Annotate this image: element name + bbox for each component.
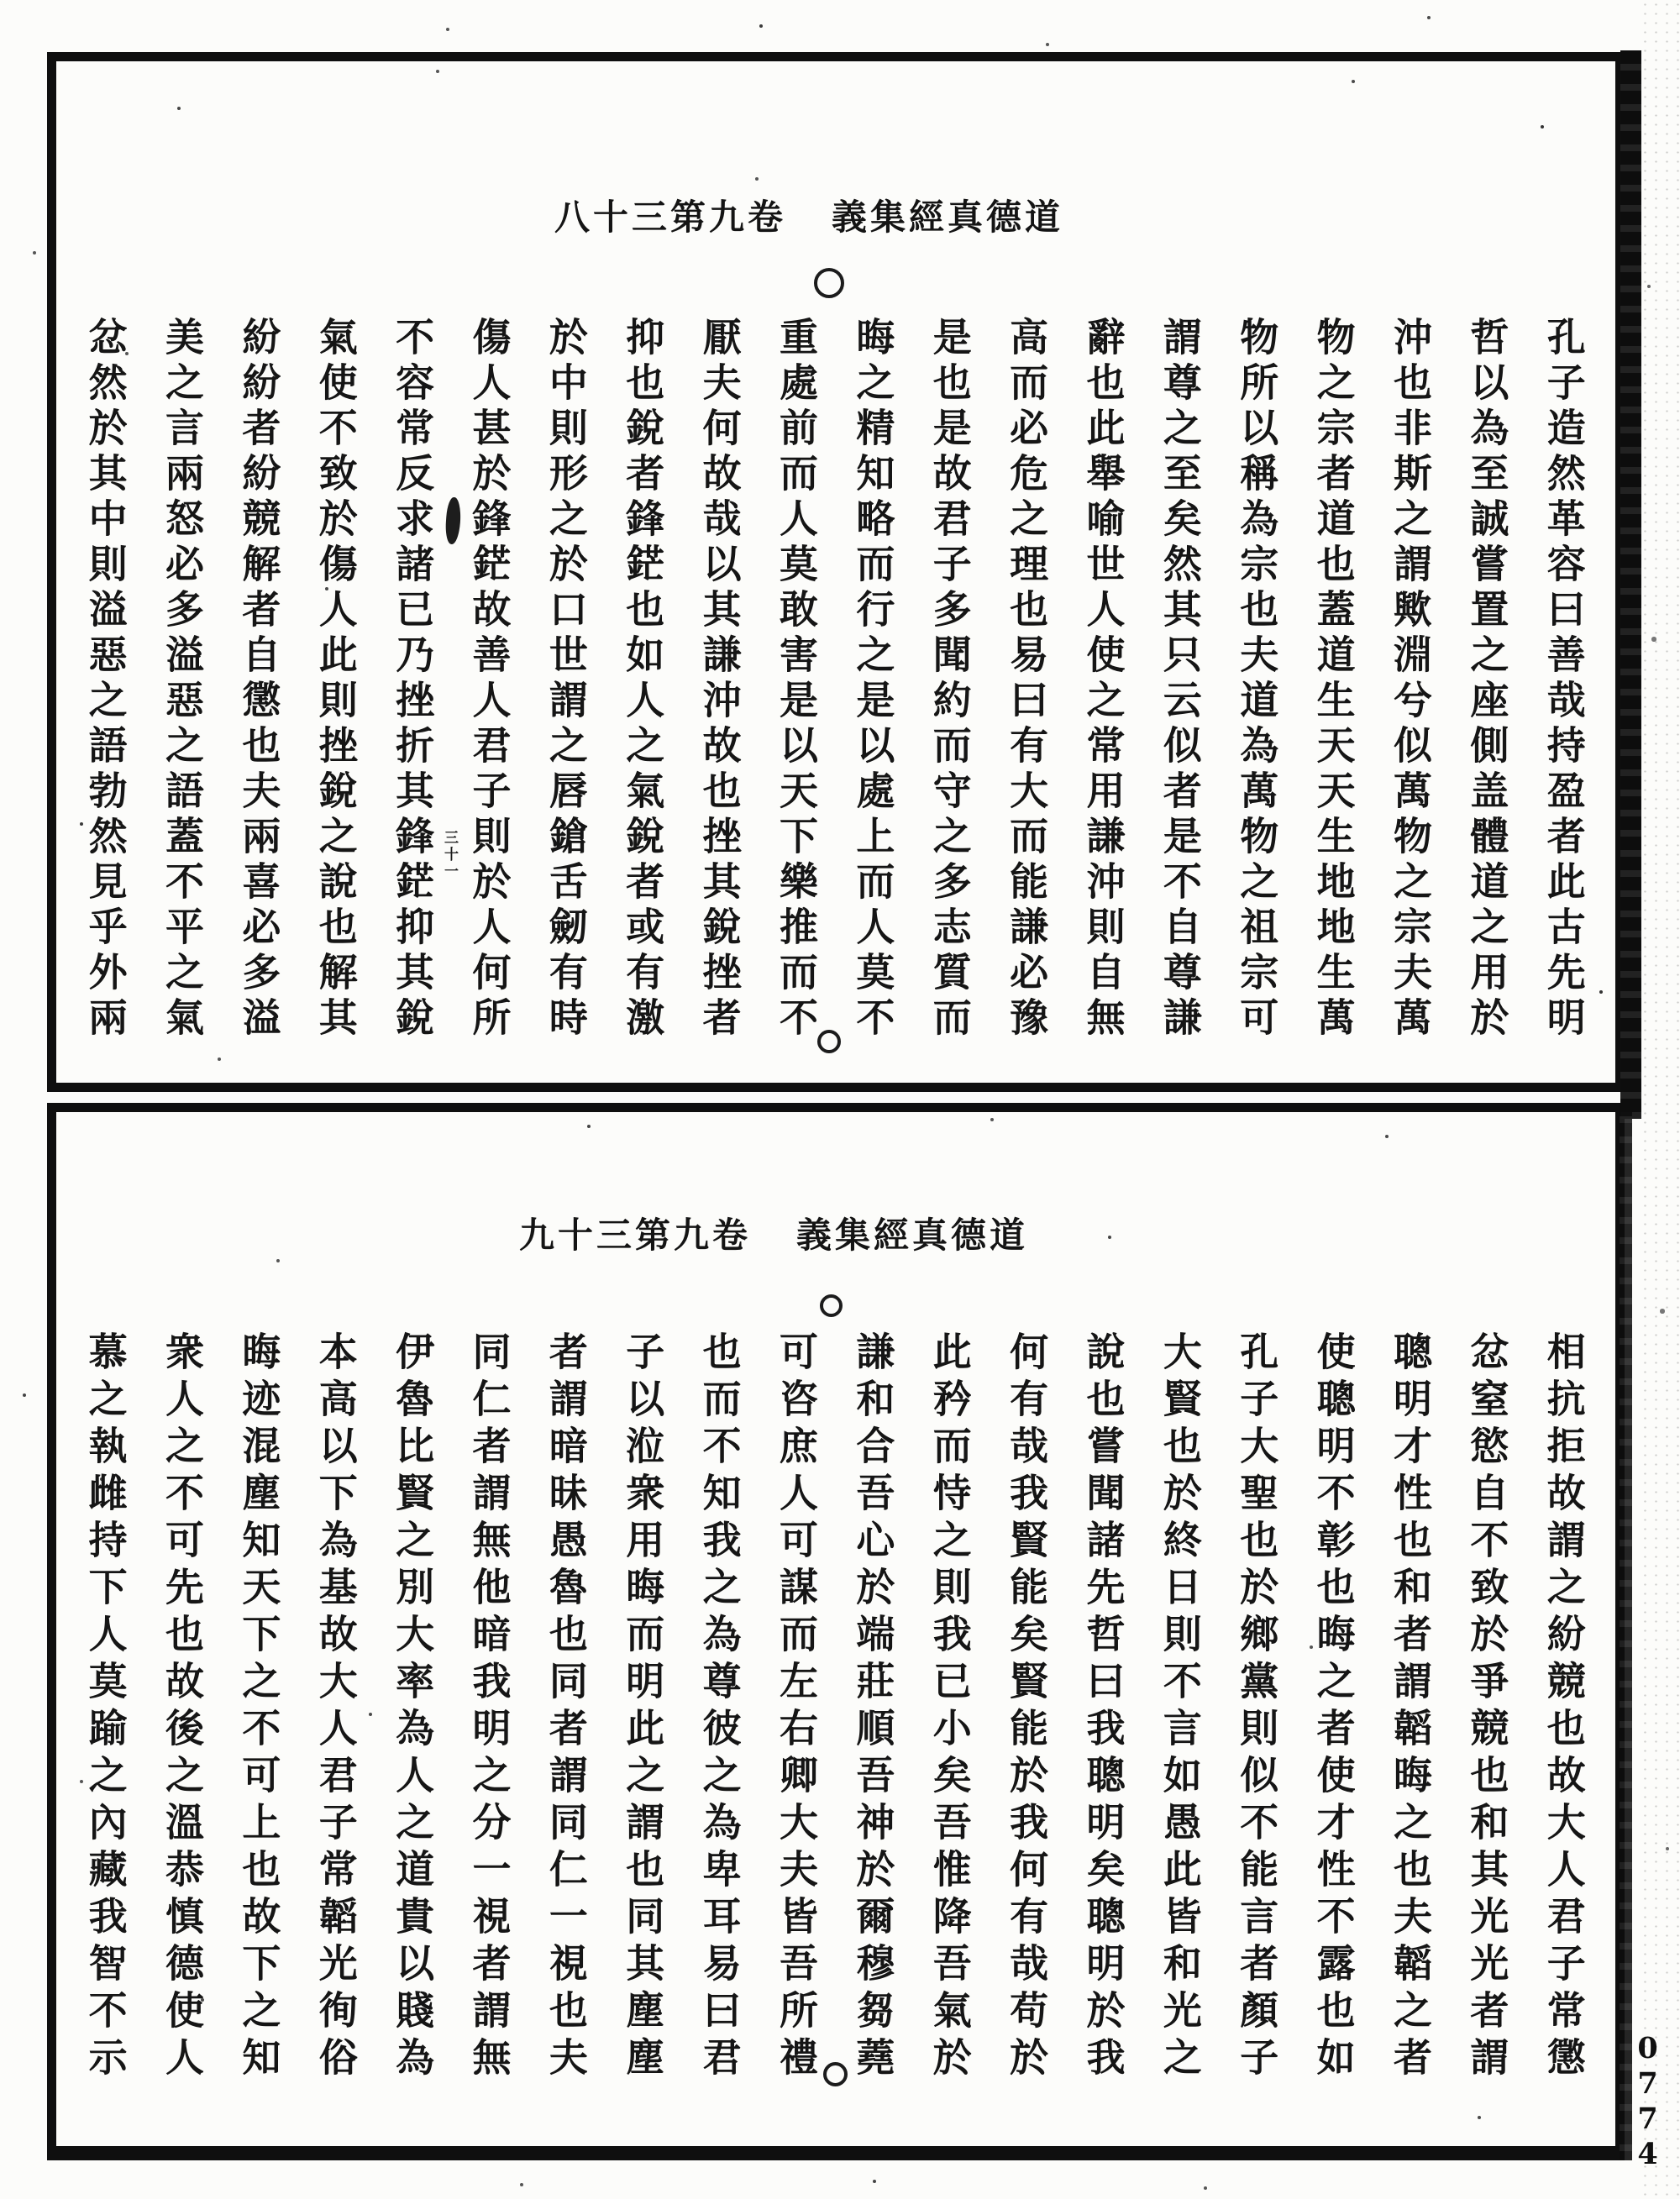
text-column: 相抗拒故謂之紛競也故大人君子常懲 bbox=[1541, 1331, 1587, 2084]
section-divider-circle bbox=[817, 1030, 841, 1053]
section-divider-circle bbox=[823, 2062, 848, 2086]
text-column: 氣使不致於傷人此則挫銳之說也解其 bbox=[312, 317, 359, 1042]
top-header-title-label: 義集經真德道 bbox=[832, 197, 1064, 238]
text-column: 辭也此舉喻世人使之常用謙沖則自無 bbox=[1080, 317, 1126, 1042]
text-column: 慕之執雌持下人莫踰之內藏我智不示 bbox=[82, 1331, 129, 2084]
text-column: 謙和合吾心於端莊順吾神於爾穆芻蕘 bbox=[850, 1331, 896, 2084]
bottom-text-block bbox=[82, 1331, 1587, 2089]
text-column: 孔子造然革容曰善哉持盈者此古先明 bbox=[1541, 317, 1587, 1042]
text-column: 忿然於其中則溢惡之語勃然見乎外兩 bbox=[82, 317, 129, 1042]
text-column: 晦之精知略而行之是以處上而人莫不 bbox=[850, 317, 896, 1042]
top-half-header bbox=[554, 190, 1063, 240]
text-column: 傷人甚於鋒鋩故善人君子則於人何所 bbox=[466, 317, 512, 1042]
text-column: 大賢也於終日則不言如愚此皆和光之 bbox=[1157, 1331, 1203, 2084]
top-frame-right-ink-band bbox=[1620, 50, 1641, 1119]
text-column: 聰明才性也和者謂韜晦之也夫韜之者 bbox=[1388, 1331, 1434, 2084]
text-column: 伊魯比賢之別大率為人之道貴以賤為 bbox=[390, 1331, 436, 2084]
text-column: 可咨庶人可謀而左右卿大夫皆吾所禮 bbox=[774, 1331, 820, 2084]
page-number: 0774 bbox=[1630, 2031, 1665, 2172]
text-column: 說也嘗聞諸先哲曰我聰明矣聰明於我 bbox=[1080, 1331, 1126, 2084]
text-column: 沖也非斯之謂歟淵兮似萬物之宗夫萬 bbox=[1388, 317, 1434, 1042]
text-column: 晦迹混塵知天下之不可上也故下之知 bbox=[236, 1331, 282, 2084]
text-column: 衆人之不可先也故後之溫恭慎德使人 bbox=[160, 1331, 206, 2084]
text-column: 子以涖衆用晦而明此之謂也同其塵塵 bbox=[620, 1331, 666, 2084]
top-header-volume-label: 八十三第九卷 bbox=[554, 197, 787, 238]
text-column: 是也是故君子多聞約而守之多志質而 bbox=[927, 317, 973, 1042]
bottom-header-title-label: 義集經真德道 bbox=[796, 1215, 1029, 1256]
bottom-frame-right-ink-band bbox=[1620, 1103, 1632, 2160]
top-text-block bbox=[82, 317, 1587, 1049]
text-column: 也而不知我之為尊彼之為卑耳易曰君 bbox=[696, 1331, 743, 2084]
text-column: 美之言兩怒必多溢惡之語蓋不平之氣 bbox=[160, 317, 206, 1042]
bottom-half-header bbox=[519, 1208, 1028, 1258]
text-column: 高而必危之理也易曰有大而能謙必豫 bbox=[1004, 317, 1050, 1042]
scan-noise-speckles bbox=[0, 0, 2, 2]
text-column: 於中則形之於口世謂之唇鎗舌劒有時 bbox=[543, 317, 589, 1042]
text-column: 哲以為至誠嘗置之座側盖體道之用於 bbox=[1464, 317, 1510, 1042]
section-divider-circle bbox=[814, 268, 844, 298]
text-column: 謂尊之至矣然其只云似者是不自尊謙 bbox=[1157, 317, 1203, 1042]
text-column: 物之宗者道也蓋道生天天生地地生萬 bbox=[1310, 317, 1357, 1042]
text-column: 使聰明不彰也晦之者使才性不露也如 bbox=[1310, 1331, 1357, 2084]
bottom-header-volume-label: 九十三第九卷 bbox=[519, 1215, 752, 1256]
text-column: 物所以稱為宗也夫道為萬物之祖宗可 bbox=[1234, 317, 1280, 1042]
text-column: 忿窒慾自不致於爭競也和其光光者謂 bbox=[1464, 1331, 1510, 2084]
text-column: 厭夫何故哉以其謙沖故也挫其銳挫者 bbox=[696, 317, 743, 1042]
text-column: 同仁者謂無他暗我明之分一視者謂無 bbox=[466, 1331, 512, 2084]
text-column: 本高以下為基故大人君子常韜光徇俗 bbox=[312, 1331, 359, 2084]
text-column: 者謂暗昧愚魯也同者謂同仁一視也夫 bbox=[543, 1331, 589, 2084]
text-column: 紛紛者紛競解者自懲也夫兩喜必多溢 bbox=[236, 317, 282, 1042]
folio-note: 三十一 bbox=[441, 830, 458, 880]
text-column: 抑也銳者鋒鋩也如人之氣銳者或有激 bbox=[620, 317, 666, 1042]
text-column: 孔子大聖也於鄉黨則似不能言者顏子 bbox=[1234, 1331, 1280, 2084]
right-edge-scan-noise bbox=[1640, 0, 1680, 2199]
text-column: 不容常反求諸已乃挫折其鋒鋩抑其銳 bbox=[390, 317, 436, 1042]
text-column: 何有哉我賢能矣賢能於我何有哉苟於 bbox=[1004, 1331, 1050, 2084]
text-column: 重處前而人莫敢害是以天下樂推而不 bbox=[774, 317, 820, 1042]
section-divider-circle bbox=[820, 1294, 843, 1317]
text-column: 此矜而恃之則我已小矣吾惟降吾氣於 bbox=[927, 1331, 973, 2084]
